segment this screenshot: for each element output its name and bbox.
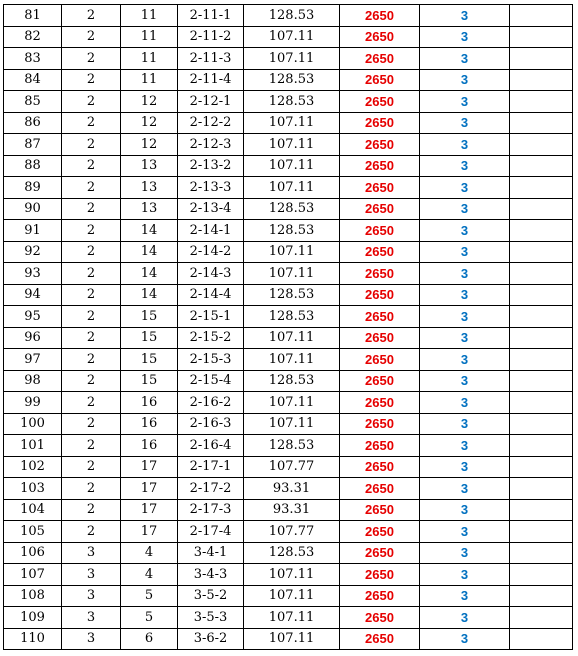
empty-cell[interactable] [510,521,573,543]
row-number-cell[interactable]: 81 [4,5,62,27]
area-cell[interactable]: 93.31 [244,478,340,500]
area-cell[interactable]: 107.11 [244,392,340,414]
building-cell[interactable]: 2 [62,155,121,177]
floor-number-cell[interactable]: 6 [121,628,178,650]
price-cell[interactable]: 2650 [340,499,420,521]
empty-cell[interactable] [510,26,573,48]
floor-number-cell[interactable]: 12 [121,134,178,156]
status-cell[interactable]: 3 [420,134,510,156]
area-cell[interactable]: 107.11 [244,327,340,349]
floor-number-cell[interactable]: 15 [121,349,178,371]
table-row [4,284,573,306]
unit-code-cell[interactable]: 2-15-2 [178,327,244,349]
unit-code-cell[interactable]: 2-12-1 [178,91,244,113]
building-cell[interactable]: 2 [62,456,121,478]
floor-number-cell[interactable]: 13 [121,155,178,177]
status-cell[interactable]: 3 [420,585,510,607]
row-number-cell[interactable]: 82 [4,26,62,48]
building-cell[interactable]: 2 [62,327,121,349]
table-row [4,306,573,328]
price-cell[interactable]: 2650 [340,413,420,435]
building-cell[interactable]: 3 [62,564,121,586]
row-number-cell[interactable]: 106 [4,542,62,564]
price-cell[interactable]: 2650 [340,349,420,371]
empty-cell[interactable] [510,134,573,156]
unit-code-cell[interactable]: 2-16-3 [178,413,244,435]
empty-cell[interactable] [510,69,573,91]
floor-number-cell[interactable]: 12 [121,91,178,113]
price-cell[interactable]: 2650 [340,306,420,328]
empty-cell[interactable] [510,91,573,113]
price-cell[interactable]: 2650 [340,628,420,650]
empty-cell[interactable] [510,306,573,328]
table-row [4,327,573,349]
area-cell[interactable]: 128.53 [244,69,340,91]
table-row [4,26,573,48]
empty-cell[interactable] [510,48,573,70]
building-cell[interactable]: 3 [62,585,121,607]
table-row [4,478,573,500]
building-cell[interactable]: 2 [62,413,121,435]
building-cell[interactable]: 2 [62,284,121,306]
row-number-cell[interactable]: 102 [4,456,62,478]
table-row [4,370,573,392]
building-cell[interactable]: 2 [62,198,121,220]
status-cell[interactable]: 3 [420,521,510,543]
building-cell[interactable]: 2 [62,478,121,500]
status-cell[interactable]: 3 [420,435,510,457]
building-cell[interactable]: 2 [62,241,121,263]
unit-code-cell[interactable]: 3-4-3 [178,564,244,586]
building-cell[interactable]: 2 [62,5,121,27]
floor-number-cell[interactable]: 16 [121,413,178,435]
floor-number-cell[interactable]: 15 [121,306,178,328]
floor-number-cell[interactable]: 16 [121,392,178,414]
table-row [4,220,573,242]
area-cell[interactable]: 107.77 [244,521,340,543]
status-cell[interactable]: 3 [420,628,510,650]
table-row [4,198,573,220]
row-number-cell[interactable]: 90 [4,198,62,220]
price-cell[interactable]: 2650 [340,220,420,242]
unit-code-cell[interactable]: 2-13-4 [178,198,244,220]
building-cell[interactable]: 2 [62,26,121,48]
unit-code-cell[interactable]: 3-5-2 [178,585,244,607]
price-cell[interactable]: 2650 [340,48,420,70]
floor-number-cell[interactable]: 13 [121,198,178,220]
table-row [4,564,573,586]
table-row [4,413,573,435]
row-number-cell[interactable]: 94 [4,284,62,306]
unit-table [3,4,573,650]
floor-number-cell[interactable]: 5 [121,607,178,629]
status-cell[interactable]: 3 [420,607,510,629]
empty-cell[interactable] [510,220,573,242]
floor-number-cell[interactable]: 14 [121,220,178,242]
area-cell[interactable]: 128.53 [244,220,340,242]
unit-code-cell[interactable]: 2-17-4 [178,521,244,543]
building-cell[interactable]: 2 [62,112,121,134]
status-cell[interactable]: 3 [420,284,510,306]
unit-code-cell[interactable]: 2-14-4 [178,284,244,306]
building-cell[interactable]: 2 [62,69,121,91]
status-cell[interactable]: 3 [420,564,510,586]
status-cell[interactable]: 3 [420,48,510,70]
unit-code-cell[interactable]: 3-5-3 [178,607,244,629]
price-cell[interactable]: 2650 [340,478,420,500]
area-cell[interactable]: 107.11 [244,26,340,48]
floor-number-cell[interactable]: 11 [121,69,178,91]
floor-number-cell[interactable]: 17 [121,499,178,521]
unit-code-cell[interactable]: 2-12-3 [178,134,244,156]
building-cell[interactable]: 2 [62,134,121,156]
area-cell[interactable]: 107.11 [244,48,340,70]
price-cell[interactable]: 2650 [340,564,420,586]
row-number-cell[interactable]: 84 [4,69,62,91]
area-cell[interactable]: 128.53 [244,542,340,564]
price-cell[interactable]: 2650 [340,155,420,177]
floor-number-cell[interactable]: 14 [121,241,178,263]
building-cell[interactable]: 2 [62,306,121,328]
empty-cell[interactable] [510,542,573,564]
table-row [4,542,573,564]
row-number-cell[interactable]: 100 [4,413,62,435]
table-row [4,607,573,629]
unit-code-cell[interactable]: 2-15-4 [178,370,244,392]
empty-cell[interactable] [510,112,573,134]
floor-number-cell[interactable]: 15 [121,327,178,349]
price-cell[interactable]: 2650 [340,112,420,134]
price-cell[interactable]: 2650 [340,521,420,543]
row-number-cell[interactable]: 95 [4,306,62,328]
area-cell[interactable]: 107.11 [244,413,340,435]
status-cell[interactable]: 3 [420,392,510,414]
floor-number-cell[interactable]: 4 [121,564,178,586]
empty-cell[interactable] [510,263,573,285]
table-row [4,456,573,478]
building-cell[interactable]: 2 [62,177,121,199]
building-cell[interactable]: 2 [62,263,121,285]
empty-cell[interactable] [510,198,573,220]
floor-number-cell[interactable]: 11 [121,48,178,70]
table-row [4,392,573,414]
table-row [4,521,573,543]
unit-code-cell[interactable]: 2-11-4 [178,69,244,91]
status-cell[interactable]: 3 [420,478,510,500]
area-cell[interactable]: 107.11 [244,564,340,586]
area-cell[interactable]: 107.11 [244,241,340,263]
area-cell[interactable]: 107.11 [244,155,340,177]
empty-cell[interactable] [510,585,573,607]
spreadsheet [3,4,573,650]
table-row [4,435,573,457]
building-cell[interactable]: 2 [62,48,121,70]
price-cell[interactable]: 2650 [340,542,420,564]
row-number-cell[interactable]: 85 [4,91,62,113]
unit-code-cell[interactable]: 2-17-1 [178,456,244,478]
price-cell[interactable]: 2650 [340,284,420,306]
area-cell[interactable]: 93.31 [244,499,340,521]
row-number-cell[interactable]: 87 [4,134,62,156]
unit-code-cell[interactable]: 2-15-1 [178,306,244,328]
unit-code-cell[interactable]: 2-15-3 [178,349,244,371]
unit-code-cell[interactable]: 2-13-2 [178,155,244,177]
status-cell[interactable]: 3 [420,5,510,27]
price-cell[interactable]: 2650 [340,177,420,199]
unit-code-cell[interactable]: 2-16-2 [178,392,244,414]
unit-code-cell[interactable]: 3-4-1 [178,542,244,564]
table-row [4,628,573,650]
empty-cell[interactable] [510,435,573,457]
area-cell[interactable]: 128.53 [244,435,340,457]
building-cell[interactable]: 3 [62,607,121,629]
floor-number-cell[interactable]: 12 [121,112,178,134]
building-cell[interactable]: 2 [62,220,121,242]
price-cell[interactable]: 2650 [340,607,420,629]
empty-cell[interactable] [510,349,573,371]
building-cell[interactable]: 2 [62,521,121,543]
row-number-cell[interactable]: 93 [4,263,62,285]
table-row [4,177,573,199]
status-cell[interactable]: 3 [420,91,510,113]
table-row [4,155,573,177]
row-number-cell[interactable]: 92 [4,241,62,263]
status-cell[interactable]: 3 [420,155,510,177]
unit-code-cell[interactable]: 2-17-2 [178,478,244,500]
empty-cell[interactable] [510,413,573,435]
empty-cell[interactable] [510,284,573,306]
empty-cell[interactable] [510,392,573,414]
empty-cell[interactable] [510,607,573,629]
unit-code-cell[interactable]: 2-14-3 [178,263,244,285]
area-cell[interactable]: 128.53 [244,370,340,392]
status-cell[interactable]: 3 [420,69,510,91]
area-cell[interactable]: 107.77 [244,456,340,478]
floor-number-cell[interactable]: 17 [121,521,178,543]
area-cell[interactable]: 128.53 [244,306,340,328]
price-cell[interactable]: 2650 [340,327,420,349]
row-number-cell[interactable]: 101 [4,435,62,457]
building-cell[interactable]: 2 [62,349,121,371]
unit-code-cell[interactable]: 2-11-2 [178,26,244,48]
row-number-cell[interactable]: 108 [4,585,62,607]
price-cell[interactable]: 2650 [340,241,420,263]
table-row [4,91,573,113]
building-cell[interactable]: 2 [62,392,121,414]
floor-number-cell[interactable]: 14 [121,284,178,306]
price-cell[interactable]: 2650 [340,456,420,478]
building-cell[interactable]: 2 [62,370,121,392]
status-cell[interactable]: 3 [420,349,510,371]
row-number-cell[interactable]: 91 [4,220,62,242]
table-row [4,112,573,134]
floor-number-cell[interactable]: 17 [121,456,178,478]
area-cell[interactable]: 107.11 [244,585,340,607]
price-cell[interactable]: 2650 [340,69,420,91]
area-cell[interactable]: 128.53 [244,91,340,113]
status-cell[interactable]: 3 [420,177,510,199]
status-cell[interactable]: 3 [420,370,510,392]
table-row [4,349,573,371]
unit-code-cell[interactable]: 2-14-2 [178,241,244,263]
status-cell[interactable]: 3 [420,413,510,435]
row-number-cell[interactable]: 89 [4,177,62,199]
price-cell[interactable]: 2650 [340,134,420,156]
table-row [4,5,573,27]
price-cell[interactable]: 2650 [340,585,420,607]
floor-number-cell[interactable]: 11 [121,26,178,48]
status-cell[interactable]: 3 [420,220,510,242]
row-number-cell[interactable]: 96 [4,327,62,349]
unit-code-cell[interactable]: 2-13-3 [178,177,244,199]
status-cell[interactable]: 3 [420,112,510,134]
status-cell[interactable]: 3 [420,241,510,263]
area-cell[interactable]: 107.11 [244,349,340,371]
area-cell[interactable]: 107.11 [244,112,340,134]
row-number-cell[interactable]: 109 [4,607,62,629]
area-cell[interactable]: 128.53 [244,5,340,27]
table-row [4,69,573,91]
table-row [4,241,573,263]
building-cell[interactable]: 3 [62,628,121,650]
area-cell[interactable]: 107.11 [244,628,340,650]
empty-cell[interactable] [510,370,573,392]
unit-code-cell[interactable]: 3-6-2 [178,628,244,650]
row-number-cell[interactable]: 103 [4,478,62,500]
row-number-cell[interactable]: 97 [4,349,62,371]
row-number-cell[interactable]: 105 [4,521,62,543]
empty-cell[interactable] [510,564,573,586]
floor-number-cell[interactable]: 5 [121,585,178,607]
price-cell[interactable]: 2650 [340,5,420,27]
area-cell[interactable]: 107.11 [244,177,340,199]
floor-number-cell[interactable]: 4 [121,542,178,564]
price-cell[interactable]: 2650 [340,91,420,113]
status-cell[interactable]: 3 [420,306,510,328]
building-cell[interactable]: 2 [62,499,121,521]
building-cell[interactable]: 3 [62,542,121,564]
empty-cell[interactable] [510,5,573,27]
empty-cell[interactable] [510,177,573,199]
row-number-cell[interactable]: 83 [4,48,62,70]
status-cell[interactable]: 3 [420,26,510,48]
unit-code-cell[interactable]: 2-11-1 [178,5,244,27]
price-cell[interactable]: 2650 [340,26,420,48]
floor-number-cell[interactable]: 11 [121,5,178,27]
floor-number-cell[interactable]: 14 [121,263,178,285]
floor-number-cell[interactable]: 13 [121,177,178,199]
area-cell[interactable]: 107.11 [244,607,340,629]
status-cell[interactable]: 3 [420,499,510,521]
row-number-cell[interactable]: 107 [4,564,62,586]
status-cell[interactable]: 3 [420,456,510,478]
unit-code-cell[interactable]: 2-17-3 [178,499,244,521]
unit-code-cell[interactable]: 2-16-4 [178,435,244,457]
row-number-cell[interactable]: 99 [4,392,62,414]
price-cell[interactable]: 2650 [340,263,420,285]
area-cell[interactable]: 107.11 [244,263,340,285]
area-cell[interactable]: 107.11 [244,134,340,156]
table-row [4,134,573,156]
unit-code-cell[interactable]: 2-14-1 [178,220,244,242]
empty-cell[interactable] [510,478,573,500]
floor-number-cell[interactable]: 17 [121,478,178,500]
empty-cell[interactable] [510,499,573,521]
unit-code-cell[interactable]: 2-11-3 [178,48,244,70]
empty-cell[interactable] [510,456,573,478]
price-cell[interactable]: 2650 [340,392,420,414]
building-cell[interactable]: 2 [62,91,121,113]
status-cell[interactable]: 3 [420,263,510,285]
unit-code-cell[interactable]: 2-12-2 [178,112,244,134]
price-cell[interactable]: 2650 [340,198,420,220]
table-body [4,5,573,650]
empty-cell[interactable] [510,155,573,177]
row-number-cell[interactable]: 86 [4,112,62,134]
row-number-cell[interactable]: 98 [4,370,62,392]
price-cell[interactable]: 2650 [340,370,420,392]
status-cell[interactable]: 3 [420,542,510,564]
area-cell[interactable]: 128.53 [244,284,340,306]
price-cell[interactable]: 2650 [340,435,420,457]
building-cell[interactable]: 2 [62,435,121,457]
table-row [4,499,573,521]
empty-cell[interactable] [510,628,573,650]
area-cell[interactable]: 128.53 [244,198,340,220]
row-number-cell[interactable]: 88 [4,155,62,177]
table-row [4,263,573,285]
floor-number-cell[interactable]: 15 [121,370,178,392]
table-row [4,585,573,607]
empty-cell[interactable] [510,327,573,349]
status-cell[interactable]: 3 [420,327,510,349]
empty-cell[interactable] [510,241,573,263]
row-number-cell[interactable]: 104 [4,499,62,521]
floor-number-cell[interactable]: 16 [121,435,178,457]
table-row [4,48,573,70]
row-number-cell[interactable]: 110 [4,628,62,650]
status-cell[interactable]: 3 [420,198,510,220]
